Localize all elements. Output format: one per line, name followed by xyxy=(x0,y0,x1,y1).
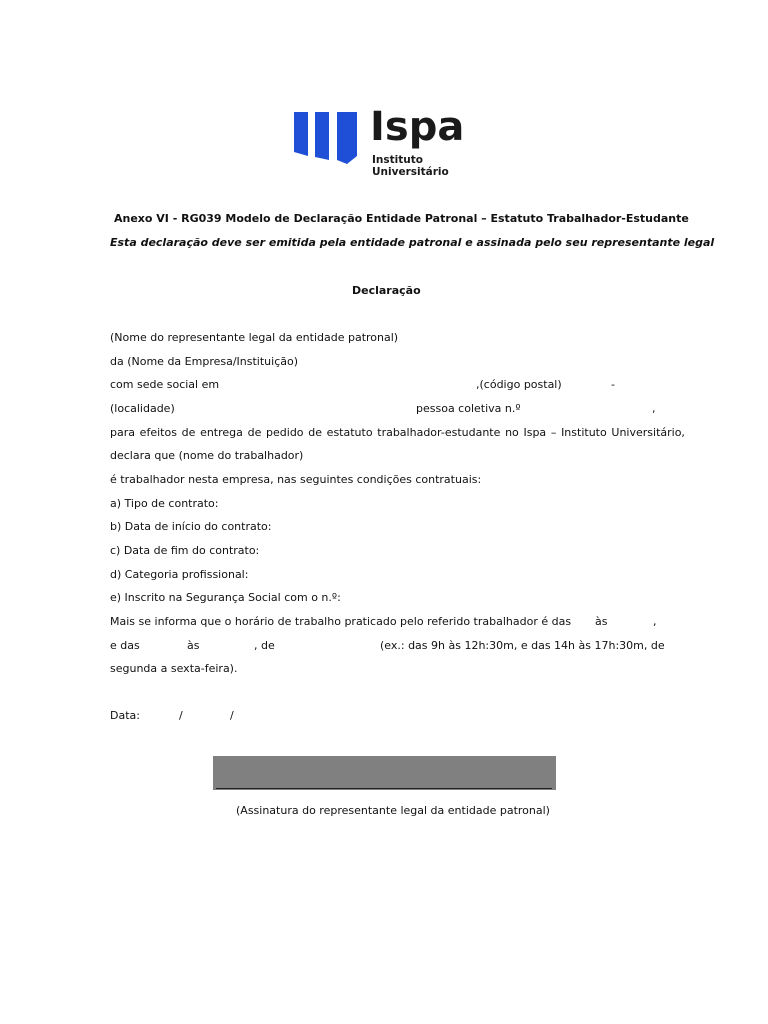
body-line-company: da (Nome da Empresa/Instituição) xyxy=(110,355,299,368)
declaration-heading: Declaração xyxy=(352,284,421,297)
logo-line-1: Instituto xyxy=(372,154,423,166)
schedule-line-1: Mais se informa que o horário de trabalho praticado pelo referido trabalhador é das xyxy=(110,615,572,628)
postal-code-dash: - xyxy=(611,378,615,391)
body-line-worker-name: declara que (nome do trabalhador) xyxy=(110,449,304,462)
postal-code-label: ,(código postal) xyxy=(476,378,562,391)
signature-box[interactable] xyxy=(213,756,556,790)
item-contract-type: a) Tipo de contrato: xyxy=(110,497,219,510)
signature-line xyxy=(216,788,552,789)
tax-number-comma: , xyxy=(652,402,656,415)
body-line-purpose: para efeitos de entrega de pedido de estatuto trabalhador-estudante no Ispa – Instituto Universitário, xyxy=(110,426,685,439)
document-title: Anexo VI - RG039 Modelo de Declaração Entidade Patronal – Estatuto Trabalhador-Estudante xyxy=(114,212,689,225)
schedule-days-label: , de xyxy=(254,639,275,652)
logo-wordmark: Ispa xyxy=(370,104,465,150)
schedule-example-end: segunda a sexta-feira). xyxy=(110,662,238,675)
item-contract-end: c) Data de fim do contrato: xyxy=(110,544,260,557)
schedule-and-from: e das xyxy=(110,639,140,652)
logo-line-2: Universitário xyxy=(372,166,449,178)
locality-label: (localidade) xyxy=(110,402,175,415)
tax-number-label: pessoa coletiva n.º xyxy=(416,402,521,415)
schedule-to-1: às xyxy=(595,615,608,628)
ispa-logo xyxy=(294,104,494,180)
item-social-security: e) Inscrito na Segurança Social com o n.º: xyxy=(110,591,341,604)
body-line-conditions: é trabalhador nesta empresa, nas seguintes condições contratuais: xyxy=(110,473,482,486)
item-contract-start: b) Data de início do contrato: xyxy=(110,520,272,533)
body-line-headquarters: com sede social em xyxy=(110,378,220,391)
ispa-logo-mark-icon xyxy=(294,110,358,166)
item-professional-category: d) Categoria profissional: xyxy=(110,568,249,581)
schedule-comma-1: , xyxy=(653,615,657,628)
date-separator-1: / xyxy=(179,709,183,722)
document-subtitle: Esta declaração deve ser emitida pela entidade patronal e assinada pelo seu representante legal xyxy=(110,236,715,249)
date-label: Data: xyxy=(110,709,140,722)
date-separator-2: / xyxy=(230,709,234,722)
signature-caption: (Assinatura do representante legal da entidade patronal) xyxy=(236,804,550,817)
schedule-to-2: às xyxy=(187,639,200,652)
schedule-example: (ex.: das 9h às 12h:30m, e das 14h às 17h:30m, de xyxy=(380,639,665,652)
body-line-representative: (Nome do representante legal da entidade patronal) xyxy=(110,331,399,344)
